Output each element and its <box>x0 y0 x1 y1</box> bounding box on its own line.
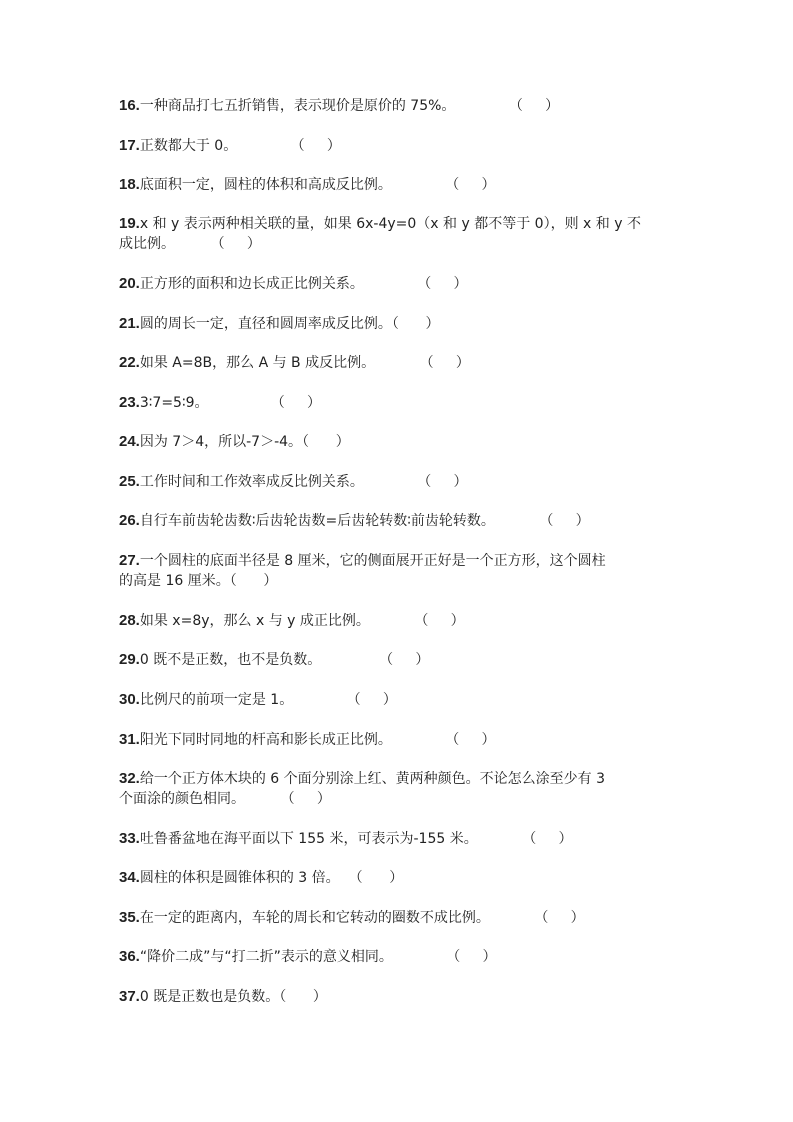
question-text-continued: 的高是 16 厘米。（ ） <box>119 573 278 589</box>
question-number: 18. <box>119 176 140 193</box>
question-text: 在一定的距离内，车轮的周长和它转动的圈数不成比例。 （ ） <box>139 910 585 926</box>
question-text: 正方形的面积和边长成正比例关系。 （ ） <box>139 276 468 292</box>
question-text: 0 既是正数也是负数。（ ） <box>139 989 327 1005</box>
question-35 <box>119 908 679 928</box>
question-text-continued: 成比例。 （ ） <box>119 236 261 252</box>
question-number: 36. <box>119 948 140 965</box>
question-37 <box>119 987 679 1007</box>
question-29 <box>119 650 679 670</box>
question-text: 正数都大于 0。 （ ） <box>139 138 341 154</box>
question-text: 一个圆柱的底面半径是 8 厘米，它的侧面展开正好是一个正方形，这个圆柱 <box>139 553 606 569</box>
question-19 <box>119 214 679 254</box>
question-text: 3∶7=5∶9。 （ ） <box>139 395 322 411</box>
question-text: x 和 y 表示两种相关联的量，如果 6x-4y=0（x 和 y 都不等于 0），则 x 和 y 不 <box>139 216 641 232</box>
question-number: 31. <box>119 731 140 748</box>
question-text: “降价二成”与“打二折”表示的意义相同。 （ ） <box>139 949 497 965</box>
question-number: 30. <box>119 691 140 708</box>
question-number: 17. <box>119 137 140 154</box>
question-number: 33. <box>119 830 140 847</box>
question-text: 工作时间和工作效率成反比例关系。 （ ） <box>139 474 468 490</box>
question-16 <box>119 96 679 116</box>
question-number: 34. <box>119 869 140 886</box>
question-number: 22. <box>119 354 140 371</box>
question-27 <box>119 551 679 591</box>
question-number: 26. <box>119 512 140 529</box>
question-18 <box>119 175 679 195</box>
question-text: 0 既不是正数，也不是负数。 （ ） <box>139 652 430 668</box>
question-text: 圆柱的体积是圆锥体积的 3 倍。 （ ） <box>139 870 404 886</box>
question-36 <box>119 947 679 967</box>
question-34 <box>119 868 679 888</box>
question-text: 底面积一定，圆柱的体积和高成反比例。 （ ） <box>139 177 496 193</box>
question-text: 自行车前齿轮齿数∶后齿轮齿数=后齿轮转数∶前齿轮转数。 （ ） <box>139 513 590 529</box>
question-text: 如果 A=8B，那么 A 与 B 成反比例。 （ ） <box>139 355 470 371</box>
question-text: 如果 x=8y，那么 x 与 y 成正比例。 （ ） <box>139 613 465 629</box>
question-text: 一种商品打七五折销售，表示现价是原价的 75%。 （ ） <box>139 98 560 114</box>
question-22 <box>119 353 679 373</box>
question-33 <box>119 829 679 849</box>
question-text: 因为 7＞4，所以-7＞-4。（ ） <box>139 434 350 450</box>
question-text-continued: 个面涂的颜色相同。 （ ） <box>119 791 331 807</box>
question-30 <box>119 690 679 710</box>
question-32 <box>119 769 679 809</box>
question-25 <box>119 472 679 492</box>
question-text: 比例尺的前项一定是 1。 （ ） <box>139 692 397 708</box>
question-number: 35. <box>119 909 140 926</box>
question-number: 29. <box>119 651 140 668</box>
question-text: 吐鲁番盆地在海平面以下 155 米，可表示为-155 米。 （ ） <box>139 831 573 847</box>
question-number: 27. <box>119 552 140 569</box>
question-number: 37. <box>119 988 140 1005</box>
question-number: 28. <box>119 612 140 629</box>
question-number: 20. <box>119 275 140 292</box>
question-24 <box>119 432 679 452</box>
question-number: 25. <box>119 473 140 490</box>
question-number: 32. <box>119 770 140 787</box>
question-20 <box>119 274 679 294</box>
question-text: 圆的周长一定，直径和圆周率成反比例。（ ） <box>139 316 440 332</box>
question-31 <box>119 730 679 750</box>
question-number: 16. <box>119 97 140 114</box>
question-number: 19. <box>119 215 140 232</box>
question-28 <box>119 611 679 631</box>
question-number: 23. <box>119 394 140 411</box>
question-text: 给一个正方体木块的 6 个面分别涂上红、黄两种颜色。不论怎么涂至少有 3 <box>139 771 606 787</box>
question-17 <box>119 136 679 156</box>
question-23 <box>119 393 679 413</box>
question-21 <box>119 314 679 334</box>
question-number: 21. <box>119 315 140 332</box>
question-number: 24. <box>119 433 140 450</box>
question-text: 阳光下同时同地的杆高和影长成正比例。 （ ） <box>139 732 496 748</box>
question-26 <box>119 511 679 531</box>
